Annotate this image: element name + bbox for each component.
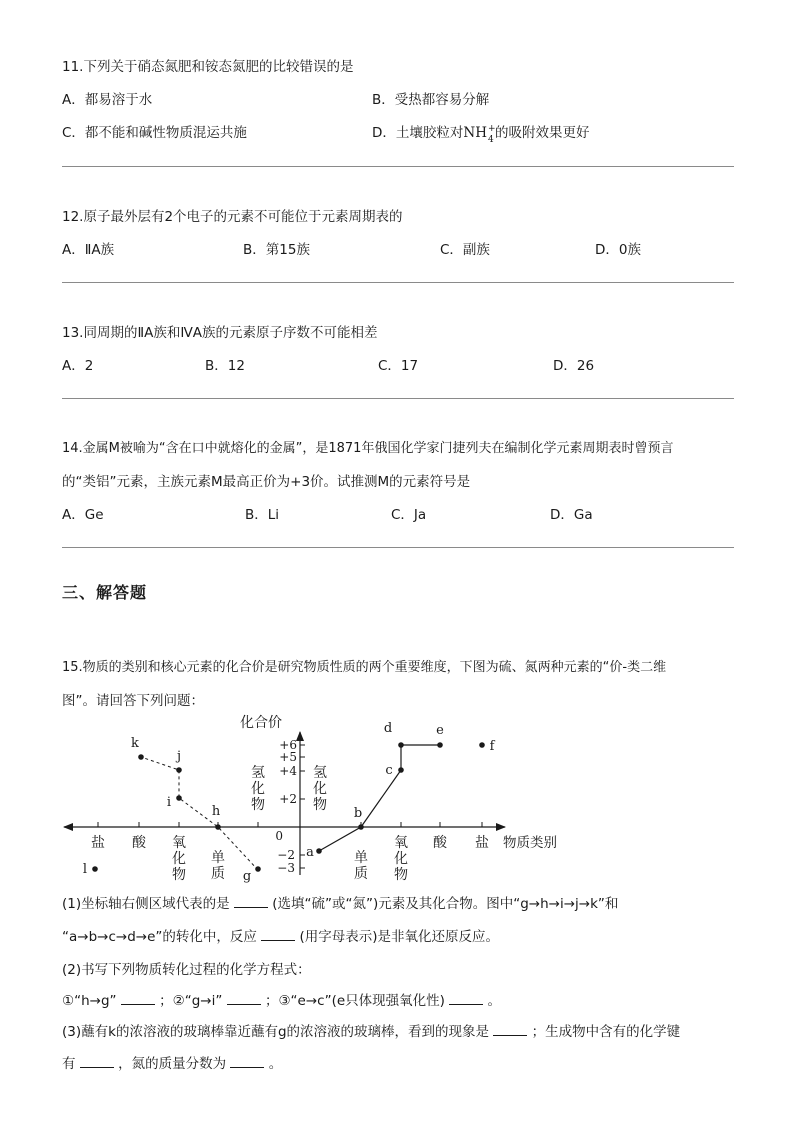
q13-option-a[interactable]: A．2 [62,358,94,374]
answer-blank[interactable] [493,1023,527,1036]
text-segment: ；③“e→c”(e只体现强氧化性) [264,993,445,1009]
q11-stem: 11.下列关于硝态氮肥和铵态氮肥的比较错误的是 [62,59,354,75]
point-label-b: b [353,806,363,821]
point-b [358,824,364,830]
q15-part2-heading: (2)书写下列物质转化过程的化学方程式： [62,962,311,978]
divider [62,166,734,167]
text-segment: (3)蘸有k的浓溶液的玻璃棒靠近蘸有g的浓溶液的玻璃棒，看到的现象是 [62,1024,490,1040]
q11-option-b[interactable]: B．受热都容易分解 [372,92,490,108]
point-i [176,795,182,801]
text-segment: (1)坐标轴右侧区域代表的是 [62,896,230,912]
y-tick-label: +6 [279,738,297,752]
point-label-g: g [242,869,252,884]
answer-blank[interactable] [121,992,155,1005]
q15-part3-line1 [62,1023,680,1041]
left-category-label: 盐 [91,835,105,851]
right-category-label: 氢 [313,765,327,781]
right-category-label: 化 [313,781,327,797]
right-category-label: 化 [394,851,408,867]
q12-option-d[interactable]: D．0族 [595,242,641,258]
q15-part1-line2 [62,928,499,946]
nitrogen-path-dashed [141,757,258,870]
right-category-label: 物 [394,867,408,883]
point-label-i: i [166,795,172,810]
divider [62,398,734,399]
q11-option-c[interactable]: C．都不能和碱性物质混运共施 [62,125,247,141]
right-category-label: 盐 [475,835,489,851]
divider [62,282,734,283]
nh-symbol: NH [463,125,487,141]
q15-stem-line1: 15.物质的类别和核心元素的化合价是研究物质性质的两个重要维度，下图为硫、氮两种元素的“价-类二维 [62,660,667,675]
left-category-label: 质 [211,866,225,882]
right-category-label: 质 [354,866,368,882]
q11-option-a[interactable]: A．都易溶于水 [62,92,153,108]
q13-option-b[interactable]: B．12 [205,358,245,374]
right-category-label: 酸 [433,835,447,851]
q13-option-d[interactable]: D．26 [553,358,595,374]
point-label-j: j [176,749,182,764]
valence-class-diagram [0,705,794,895]
text-segment: 。 [268,1056,283,1072]
point-label-k: k [131,736,139,751]
y-ticks [300,745,305,868]
left-category-label: 单 [211,850,225,866]
left-category-label: 物 [251,797,265,813]
left-category-label: 化 [251,781,265,797]
point-label-d: d [383,721,393,736]
point-label-a: a [306,845,314,860]
point-h [215,824,221,830]
nh4-formula [463,124,496,145]
q14-option-a[interactable]: A．Ge [62,507,104,523]
q14-stem-line2: 的“类铝”元素，主族元素M最高正价为+3价。试推测M的元素符号是 [62,474,471,490]
y-tick-label: 0 [275,829,283,843]
text-segment: “a→b→c→d→e”的转化中，反应 [62,929,257,945]
q14-option-b[interactable]: B．Li [245,507,280,523]
text-segment: (用字母表示)是非氧化还原反应。 [299,929,500,945]
q15-part2-line [62,992,501,1010]
left-category-label: 氢 [251,765,265,781]
answer-blank[interactable] [261,928,295,941]
point-g [255,866,261,872]
point-k [138,754,144,760]
y-axis-title: 化合价 [240,715,282,731]
left-category-label: 酸 [132,835,146,851]
q15-part1-line1 [62,895,618,913]
q14-stem-line1: 14.金属M被喻为“含在口中就熔化的金属”，是1871年俄国化学家门捷列夫在编制化学元素周期表时曾预言 [62,441,674,456]
q15-stem-line2: 图”。请回答下列问题： [62,693,204,709]
q14-option-d[interactable]: D．Ga [550,507,593,523]
q15-part3-line2 [62,1055,282,1073]
point-label-e: e [436,723,444,738]
q12-option-a[interactable]: A．ⅡA族 [62,242,115,258]
q13-stem: 13.同周期的ⅡA族和ⅣA族的元素原子序数不可能相差 [62,325,378,341]
q11-option-d[interactable] [372,124,590,145]
text-segment: ；②“g→i” [159,993,223,1009]
text-segment: (选填“硫”或“氮”)元素及其化合物。图中“g→h→i→j→k”和 [272,896,619,912]
right-category-label: 物 [313,797,327,813]
text-segment: 。 [487,993,502,1009]
point-a [316,848,322,854]
answer-blank[interactable] [449,992,483,1005]
y-tick-label: +4 [279,764,297,778]
answer-blank[interactable] [230,1055,264,1068]
text-segment: ，氮的质量分数为 [118,1056,227,1072]
q12-option-c[interactable]: C．副族 [440,242,490,258]
left-category-label: 物 [172,867,186,883]
right-category-label: 单 [354,850,368,866]
nh4-superscript: + [488,124,496,134]
q11-option-d-pre: D．土壤胶粒对 [372,125,464,141]
x-ticks [98,822,482,827]
point-j [176,767,182,773]
q12-stem: 12.原子最外层有2个电子的元素不可能位于元素周期表的 [62,209,403,225]
point-f [479,742,485,748]
right-category-label: 氧 [394,835,408,851]
section-heading: 三、解答题 [62,583,148,602]
text-segment: 有 [62,1056,76,1072]
point-label-l: l [82,862,88,877]
left-category-label: 氧 [172,835,186,851]
y-tick-label: −3 [277,861,295,875]
y-tick-label: +5 [279,750,297,764]
divider [62,547,734,548]
point-label-f: f [489,739,495,754]
y-tick-label: +2 [279,792,297,806]
q14-option-c[interactable]: C．Ja [391,507,427,523]
y-tick-label: −2 [277,848,295,862]
x-axis-title: 物质类别 [503,835,557,851]
left-category-label: 化 [172,851,186,867]
q11-option-d-post: 的吸附效果更好 [495,125,590,141]
nh4-subscript: 4 [488,135,494,145]
point-label-c: c [385,763,393,778]
sulfur-path-solid [319,745,440,851]
answer-blank[interactable] [80,1055,114,1068]
point-label-h: h [211,804,221,819]
q12-option-b[interactable]: B．第15族 [243,242,310,258]
point-d [398,742,404,748]
point-c [398,767,404,773]
left-category-labels [91,765,265,883]
point-l [92,866,98,872]
q13-option-c[interactable]: C．17 [378,358,419,374]
answer-blank[interactable] [227,992,261,1005]
point-e [437,742,443,748]
text-segment: ①“h→g” [62,993,117,1009]
answer-blank[interactable] [234,895,268,908]
text-segment: ；生成物中含有的化学键 [531,1024,681,1040]
